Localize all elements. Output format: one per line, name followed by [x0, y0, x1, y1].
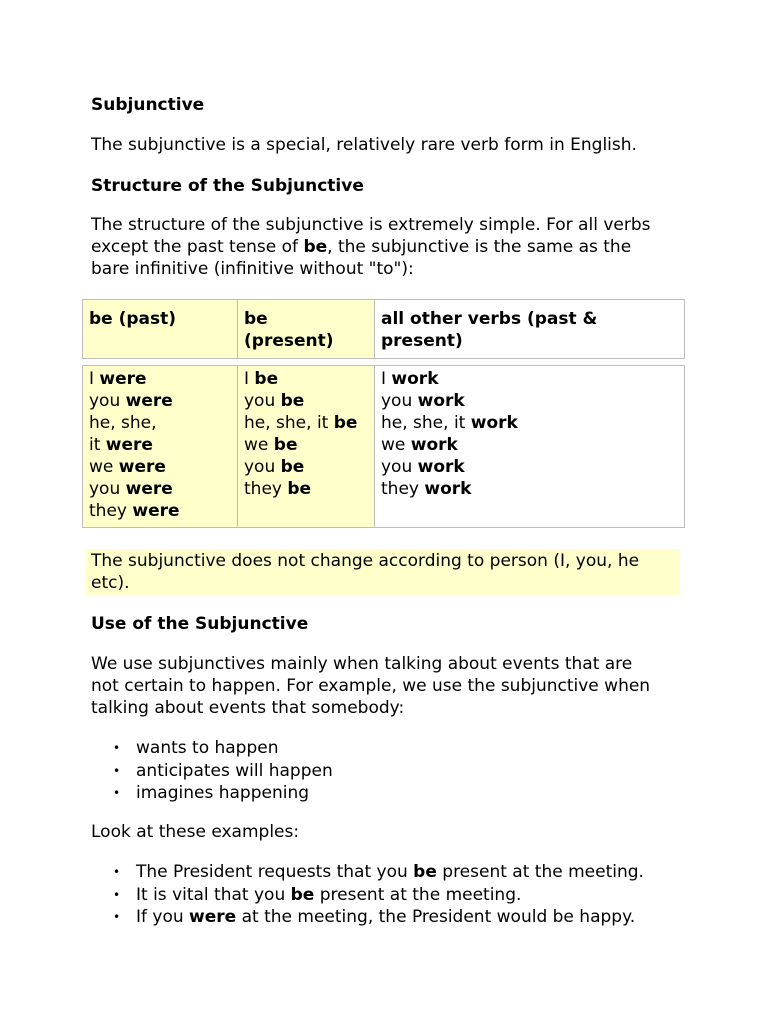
table-row: you were	[89, 391, 173, 411]
table-row: he, she, it be	[244, 413, 358, 433]
table-row: you work	[381, 391, 465, 411]
column-other-verbs	[375, 365, 685, 528]
structure-line-1: The structure of the subjunctive is extremely simple. For all verbs	[91, 215, 651, 235]
table-row: they were	[89, 501, 180, 521]
use-line-2: not certain to happen. For example, we use the subjunctive when	[91, 676, 651, 696]
table-row: we work	[381, 435, 458, 455]
bullet-icon: •	[113, 887, 121, 902]
table-row: they be	[244, 479, 312, 499]
list-item: • The President requests that you be present at the meeting.	[113, 862, 644, 882]
use-line-1: We use subjunctives mainly when talking about events that are	[91, 654, 633, 674]
page-title: Subjunctive	[91, 95, 205, 115]
table-row: they work	[381, 479, 472, 499]
list-item: • wants to happen	[113, 738, 279, 758]
examples-list	[91, 861, 691, 929]
use-line-3: talking about events that somebody:	[91, 698, 405, 718]
structure-line-2-a: except the past tense of	[91, 237, 304, 257]
structure-heading: Structure of the Subjunctive	[91, 176, 364, 196]
header-other-verbs-label-1: all other verbs (past &	[381, 309, 598, 329]
table-row: we be	[244, 435, 298, 455]
table-row: it were	[89, 435, 153, 455]
header-be-present	[238, 299, 375, 359]
bullet-icon: •	[113, 741, 121, 755]
structure-line-3: bare infinitive (infinitive without "to"):	[91, 259, 414, 279]
header-be-past	[82, 299, 238, 359]
table-row: you were	[89, 479, 173, 499]
use-paragraph	[91, 653, 681, 719]
intro-paragraph: The subjunctive is a special, relatively rare verb form in English.	[91, 135, 637, 155]
column-be-present	[238, 365, 375, 528]
conjugation-table-header	[82, 299, 685, 359]
header-be-past-label: be (past)	[89, 309, 177, 329]
table-row: you work	[381, 457, 465, 477]
table-row: he, she,	[89, 413, 157, 433]
header-be-present-label-2: (present)	[244, 331, 334, 351]
bullet-icon: •	[113, 865, 121, 879]
column-be-past	[82, 365, 238, 528]
table-row: you be	[244, 391, 305, 411]
use-heading: Use of the Subjunctive	[91, 614, 309, 634]
list-item: • imagines happening	[113, 783, 310, 803]
structure-line-2-c: , the subjunctive is the same as the	[327, 237, 632, 257]
structure-line-2	[91, 236, 681, 258]
bullet-icon: •	[113, 786, 121, 800]
header-be-present-label-1: be	[244, 309, 268, 329]
structure-paragraph	[91, 214, 681, 280]
bullet-icon: •	[113, 910, 121, 924]
list-item: • It is vital that you be present at the meeting.	[113, 884, 522, 905]
table-row: he, she, it work	[381, 413, 518, 433]
header-other-verbs	[375, 299, 685, 359]
table-row: I be	[244, 369, 279, 389]
table-row: I were	[89, 369, 147, 389]
table-row: you be	[244, 457, 305, 477]
conjugation-table-body	[82, 365, 685, 528]
structure-line-2-bold: be	[303, 237, 328, 257]
highlight-note	[86, 549, 680, 595]
header-other-verbs-label-2: present)	[381, 331, 463, 351]
list-item: • If you were at the meeting, the President would be happy.	[113, 907, 636, 927]
bullet-icon: •	[113, 763, 121, 778]
use-list	[91, 737, 691, 805]
list-item: • anticipates will happen	[113, 760, 333, 781]
examples-intro: Look at these examples:	[91, 822, 300, 842]
note-line-1: The subjunctive does not change according to person (I, you, he	[91, 551, 640, 571]
table-row: I work	[381, 369, 439, 389]
table-row: we were	[89, 457, 166, 477]
note-line-2: etc).	[91, 573, 130, 593]
